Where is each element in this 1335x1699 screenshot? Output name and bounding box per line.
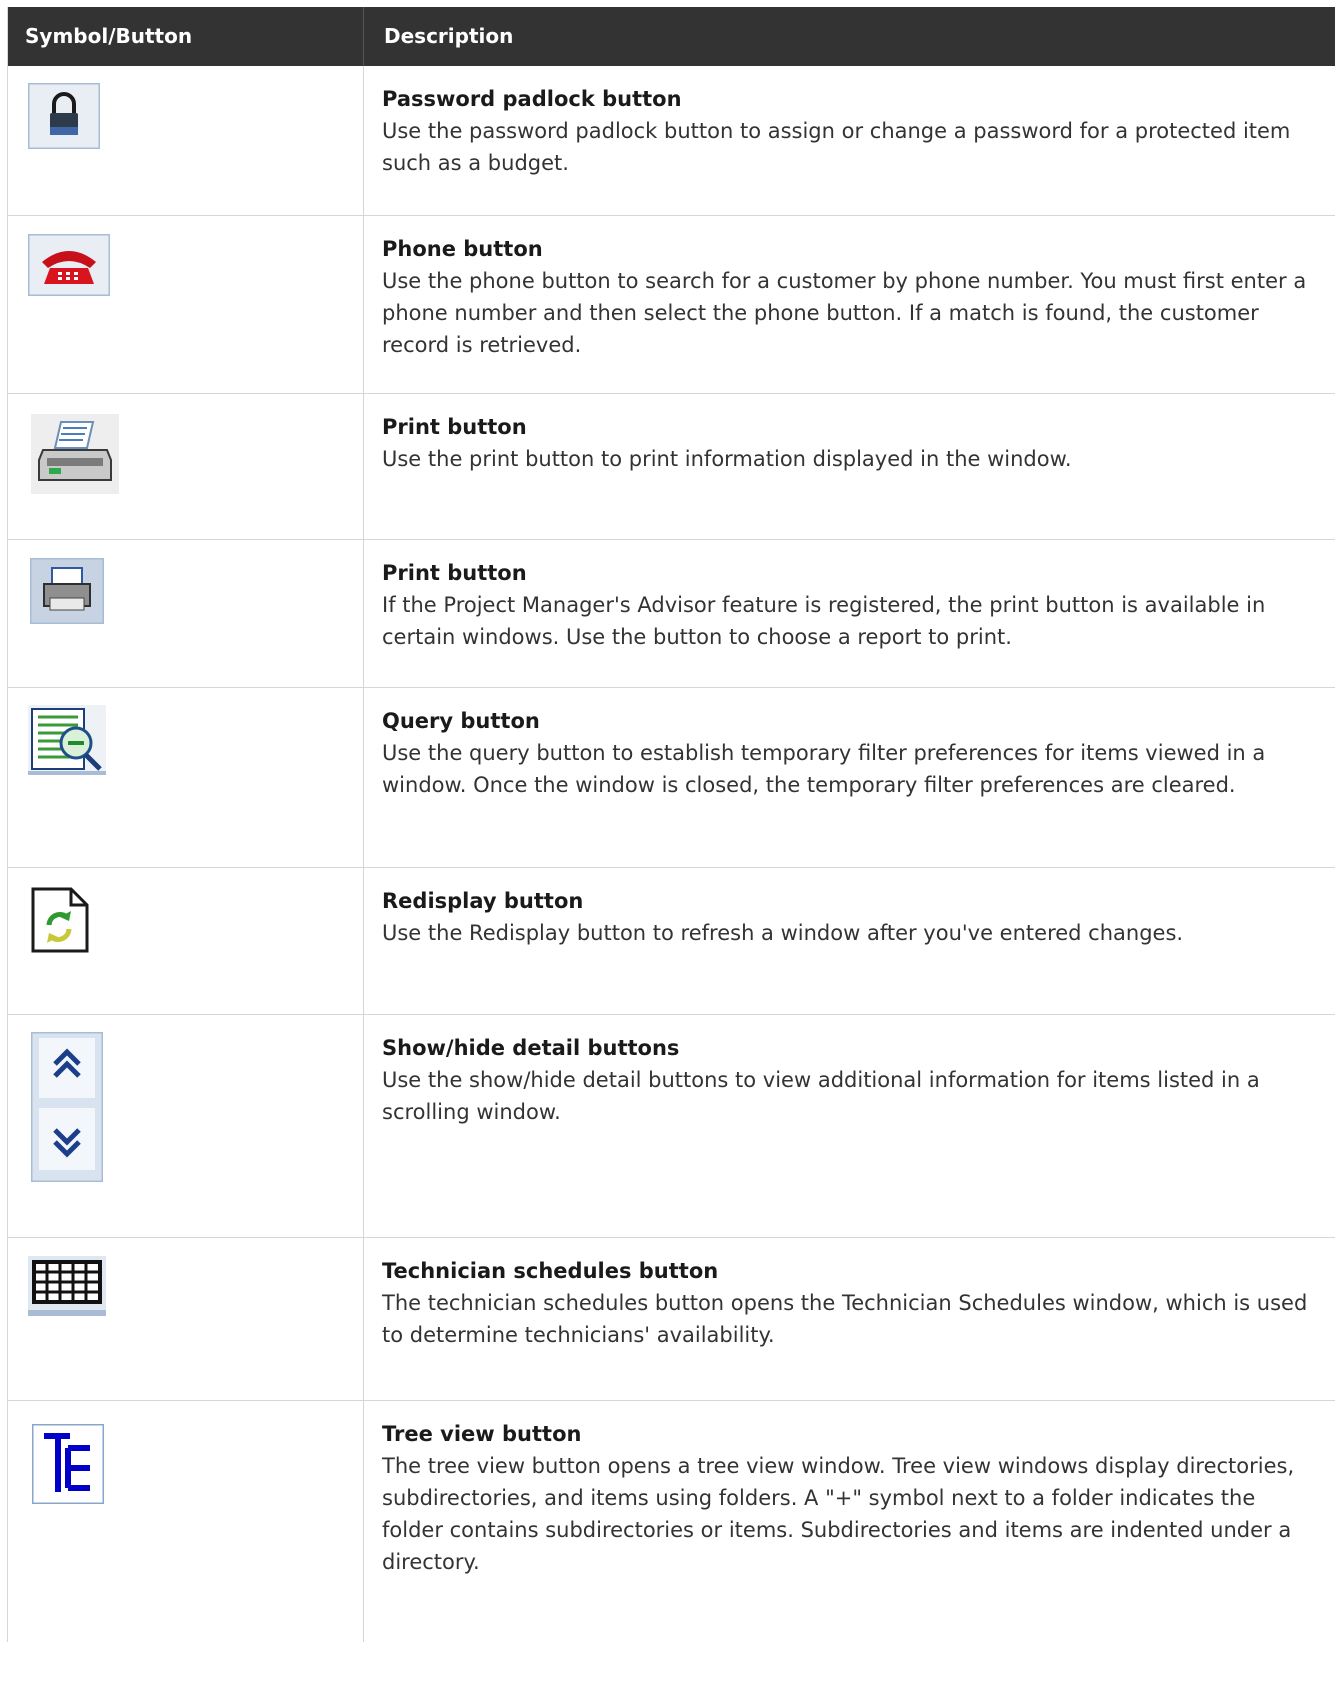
description-cell (364, 1238, 1335, 1400)
table-row (8, 1401, 1335, 1642)
symbol-cell (8, 1015, 364, 1237)
row-title: Query button (382, 709, 540, 733)
symbol-cell (8, 66, 364, 215)
description-cell (364, 1401, 1335, 1642)
description-cell (364, 66, 1335, 215)
table-row (8, 1238, 1335, 1401)
show-hide-chevrons-icon (31, 1032, 103, 1182)
row-title: Phone button (382, 237, 543, 261)
symbol-cell (8, 540, 364, 687)
description-cell (364, 394, 1335, 539)
table-row (8, 688, 1335, 868)
description-cell (364, 688, 1335, 867)
row-text: The technician schedules button opens the Technician Schedules window, which is used to determine technicians' availability. (382, 1291, 1308, 1347)
description-cell (364, 216, 1335, 393)
padlock-icon (28, 83, 100, 149)
symbol-cell (8, 1238, 364, 1400)
description-cell (364, 1015, 1335, 1237)
symbol-cell (8, 688, 364, 867)
row-title: Password padlock button (382, 87, 682, 111)
row-title: Technician schedules button (382, 1259, 719, 1283)
row-text: Use the print button to print information displayed in the window. (382, 447, 1072, 471)
symbol-cell (8, 1401, 364, 1642)
table-row (8, 1015, 1335, 1238)
row-title: Tree view button (382, 1422, 582, 1446)
symbol-cell (8, 216, 364, 393)
description-cell (364, 540, 1335, 687)
printer-small-icon (30, 558, 104, 624)
phone-icon (28, 234, 110, 296)
row-text: Use the query button to establish temporary filter preferences for items viewed in a window. Once the window is closed, the temporary filter preferences are cleared. (382, 741, 1266, 797)
row-title: Show/hide detail buttons (382, 1036, 680, 1060)
table-row (8, 540, 1335, 688)
printer-icon (31, 414, 119, 494)
description-cell (364, 868, 1335, 1014)
symbol-cell (8, 868, 364, 1014)
grid-schedule-icon (28, 1256, 106, 1316)
table-header (8, 7, 1335, 66)
row-title: Print button (382, 561, 527, 585)
row-text: Use the password padlock button to assign or change a password for a protected item such as a budget. (382, 119, 1291, 175)
row-title: Redisplay button (382, 889, 584, 913)
tree-view-icon (32, 1424, 104, 1504)
row-text: The tree view button opens a tree view window. Tree view windows display directories, subdirectories, and items using folders. A "+" symbol next to a folder indicates the folder contains subdirectories or items. Subdirectories and items are indented under a directory. (382, 1454, 1295, 1574)
symbol-cell (8, 394, 364, 539)
table-row (8, 394, 1335, 540)
table-row (8, 66, 1335, 216)
row-text: Use the show/hide detail buttons to view additional information for items listed in a scrolling window. (382, 1068, 1260, 1124)
table-row (8, 868, 1335, 1015)
row-text: Use the Redisplay button to refresh a window after you've entered changes. (382, 921, 1184, 945)
row-text: Use the phone button to search for a customer by phone number. You must first enter a phone number and then select the phone button. If a match is found, the customer record is retrieved. (382, 269, 1307, 357)
header-description: Description (384, 24, 514, 48)
symbol-table (7, 7, 1335, 1642)
header-symbol: Symbol/Button (8, 7, 364, 66)
refresh-document-icon (31, 887, 89, 953)
query-icon (28, 705, 106, 775)
row-text: If the Project Manager's Advisor feature is registered, the print button is available in certain windows. Use the button to choose a report to print. (382, 593, 1266, 649)
row-title: Print button (382, 415, 527, 439)
table-row (8, 216, 1335, 394)
